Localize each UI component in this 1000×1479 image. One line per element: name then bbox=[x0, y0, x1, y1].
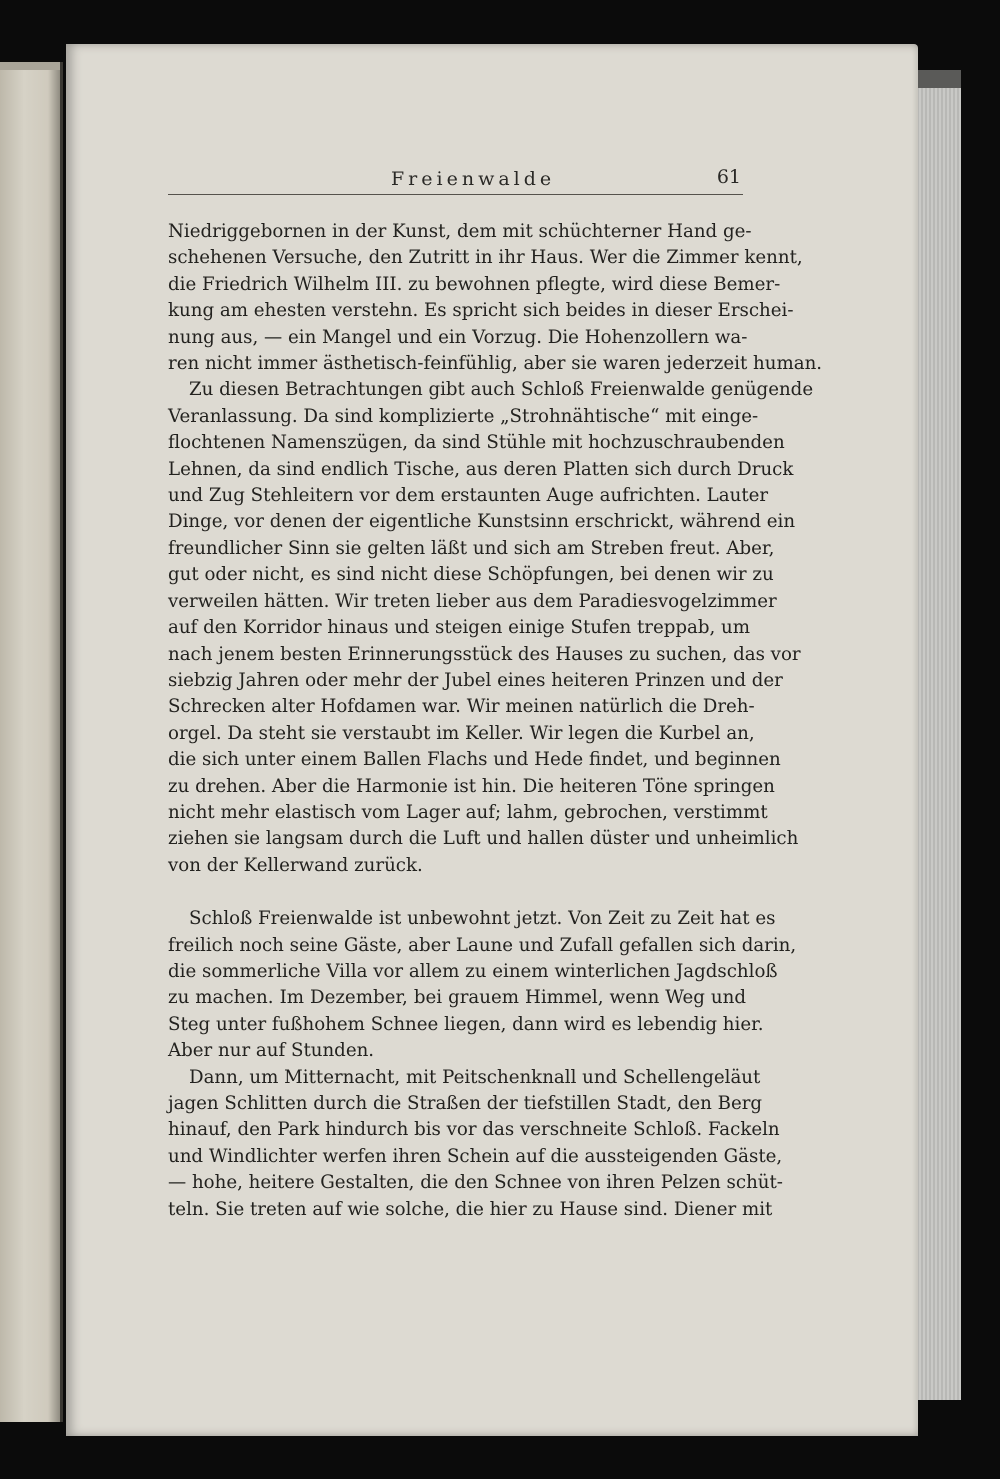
text-line: ren nicht immer ästhetisch-feinfühlig, aber sie waren jederzeit human. bbox=[168, 353, 823, 375]
text-line: und Windlichter werfen ihren Schein auf die aussteigenden Gäste, bbox=[168, 1145, 783, 1167]
text-line: jagen Schlitten durch die Straßen der tiefstillen Stadt, den Berg bbox=[168, 1093, 763, 1114]
text-line: zu drehen. Aber die Harmonie ist hin. Die heiteren Töne springen bbox=[168, 775, 775, 797]
text-line: nach jenem besten Erinnerungsstück des Hauses zu suchen, das vor bbox=[168, 643, 801, 665]
text-line: ziehen sie langsam durch die Luft und hallen düster und unheimlich bbox=[168, 828, 799, 850]
text-line: Veranlassung. Da sind komplizierte „Strohnähtische“ mit einge- bbox=[168, 405, 759, 427]
text-line: flochtenen Namenszügen, da sind Stühle mit hochzuschraubenden bbox=[168, 432, 785, 454]
text-line: und Zug Stehleitern vor dem erstaunten Auge aufrichten. Lauter bbox=[168, 485, 769, 507]
paragraph bbox=[168, 1065, 783, 1223]
text-line: Schloß Freienwalde ist unbewohnt jetzt. Von Zeit zu Zeit hat es bbox=[189, 908, 776, 930]
section-break bbox=[168, 879, 746, 906]
text-line: auf den Korridor hinaus und steigen einige Stufen treppab, um bbox=[168, 617, 751, 639]
text-line: zu machen. Im Dezember, bei grauem Himmel, wenn Weg und bbox=[168, 987, 746, 1009]
text-line: Aber nur auf Stunden. bbox=[168, 1040, 375, 1062]
book-cover-board bbox=[915, 70, 961, 1400]
text-line: kung am ehesten verstehn. Es spricht sich beides in dieser Erschei- bbox=[168, 300, 794, 322]
paragraph bbox=[168, 219, 823, 377]
text-line: teln. Sie treten auf wie solche, die hier zu Hause sind. Diener mit bbox=[168, 1198, 773, 1220]
paragraph bbox=[168, 377, 814, 879]
text-line: freundlicher Sinn sie gelten läßt und sich am Streben freut. Aber, bbox=[168, 537, 775, 559]
running-title: Freienwalde bbox=[391, 168, 556, 190]
text-line: Schrecken alter Hofdamen war. Wir meinen natürlich die Dreh- bbox=[168, 696, 755, 718]
text-line: Dann, um Mitternacht, mit Peitschenknall und Schellengeläut bbox=[189, 1066, 761, 1088]
text-line: hinauf, den Park hindurch bis vor das verschneite Schloß. Fackeln bbox=[168, 1119, 780, 1141]
page-number: 61 bbox=[716, 166, 741, 188]
paragraph bbox=[168, 906, 797, 1064]
text-line: die Friedrich Wilhelm III. zu bewohnen pflegte, wird diese Bemer- bbox=[168, 273, 781, 295]
text-line: die sich unter einem Ballen Flachs und Hede findet, und beginnen bbox=[168, 749, 781, 771]
text-line: Zu diesen Betrachtungen gibt auch Schloß Freienwalde genügende bbox=[189, 379, 814, 401]
text-line: nung aus, — ein Mangel und ein Vorzug. Die Hohenzollern wa- bbox=[168, 326, 748, 348]
page-header bbox=[168, 162, 743, 195]
text-line: — hohe, heitere Gestalten, die den Schnee von ihren Pelzen schüt- bbox=[168, 1172, 783, 1194]
text-line: Niedriggebornen in der Kunst, dem mit schüchterner Hand ge- bbox=[168, 221, 752, 242]
body-text bbox=[168, 219, 823, 1223]
text-line: orgel. Da steht sie verstaubt im Keller. Wir legen die Kurbel an, bbox=[168, 722, 755, 744]
text-line: Dinge, vor denen der eigentliche Kunstsinn erschrickt, während ein bbox=[168, 511, 796, 533]
left-page-edge bbox=[0, 62, 63, 1422]
text-line: Steg unter fußhohem Schnee liegen, dann wird es lebendig hier. bbox=[168, 1013, 764, 1035]
text-line: freilich noch seine Gäste, aber Laune und Zufall gefallen sich darin, bbox=[168, 934, 797, 956]
text-line: verweilen hätten. Wir treten lieber aus dem Paradiesvogelzimmer bbox=[168, 590, 777, 612]
text-line: von der Kellerwand zurück. bbox=[168, 854, 423, 876]
text-line: Lehnen, da sind endlich Tische, aus deren Platten sich durch Druck bbox=[168, 458, 794, 480]
text-line: schehenen Versuche, den Zutritt in ihr Haus. Wer die Zimmer kennt, bbox=[168, 247, 803, 269]
text-line: gut oder nicht, es sind nicht diese Schöpfungen, bei denen wir zu bbox=[168, 564, 774, 586]
text-line: siebzig Jahren oder mehr der Jubel eines heiteren Prinzen und der bbox=[168, 669, 783, 691]
text-line: nicht mehr elastisch vom Lager auf; lahm, gebrochen, verstimmt bbox=[168, 801, 768, 823]
text-line: die sommerliche Villa vor allem zu einem winterlichen Jagdschloß bbox=[168, 960, 778, 982]
